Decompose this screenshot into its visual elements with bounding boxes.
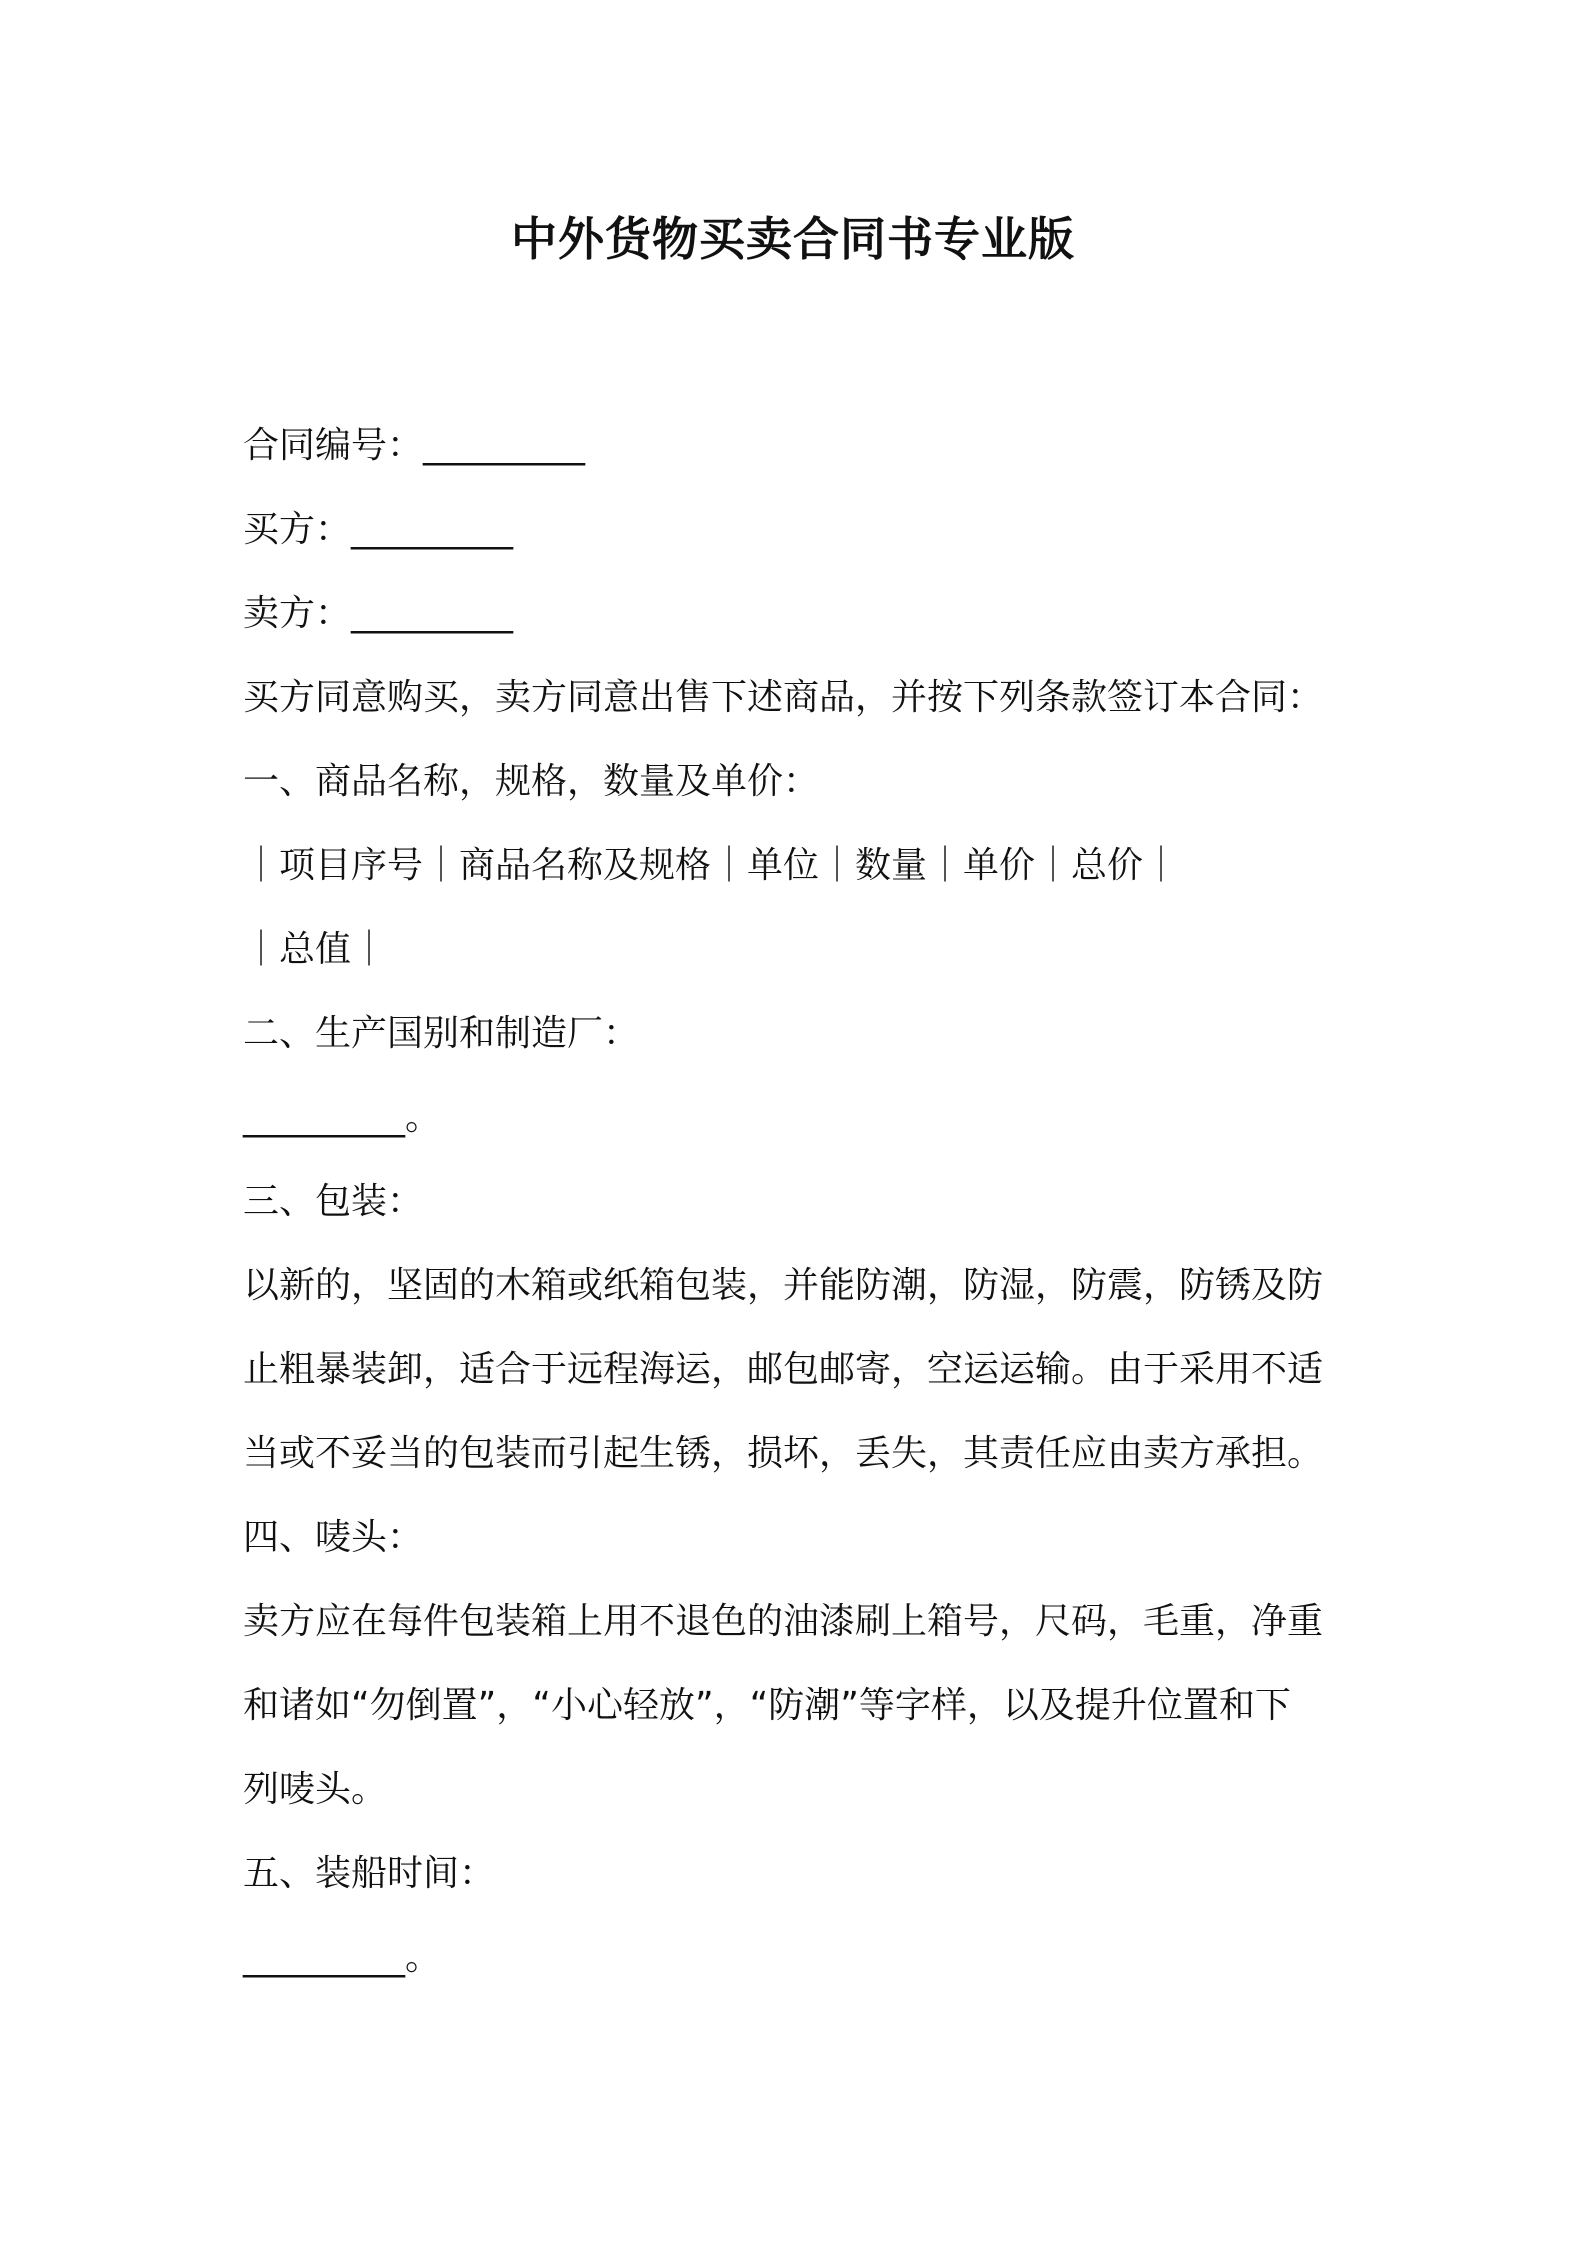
contract-number-line: 合同编号：_________	[243, 425, 586, 466]
buyer-line: 买方：_________	[243, 509, 514, 550]
section-5-heading: 五、装船时间：	[243, 1853, 496, 1894]
section-4-heading: 四、唛头：	[243, 1517, 424, 1558]
section-3-heading: 三、包装：	[243, 1181, 424, 1222]
document-title: 中外货物买卖合同书专业版	[511, 212, 1075, 266]
section-1-heading: 一、商品名称，规格，数量及单价：	[243, 761, 820, 802]
goods-table-header: ｜项目序号｜商品名称及规格｜单位｜数量｜单价｜总价｜	[243, 845, 1180, 886]
manufacturer-blank: _________。	[243, 1097, 442, 1138]
goods-table-total: ｜总值｜	[243, 929, 388, 970]
seller-line: 卖方：_________	[243, 593, 514, 634]
packing-paragraph-line-2: 止粗暴装卸，适合于远程海运，邮包邮寄，空运运输。由于采用不适	[243, 1349, 1324, 1390]
packing-paragraph-line-1: 以新的，坚固的木箱或纸箱包装，并能防潮，防湿，防震，防锈及防	[243, 1265, 1324, 1306]
marks-paragraph-line-3: 列唛头。	[243, 1769, 388, 1810]
packing-paragraph-line-3: 当或不妥当的包装而引起生锈，损坏，丢失，其责任应由卖方承担。	[243, 1433, 1324, 1474]
section-2-heading: 二、生产国别和制造厂：	[243, 1013, 640, 1054]
marks-paragraph-line-2: 和诸如“勿倒置”，“小心轻放”，“防潮”等字样，以及提升位置和下	[243, 1685, 1291, 1726]
document-body	[243, 404, 1363, 2000]
marks-paragraph-line-1: 卖方应在每件包装箱上用不退色的油漆刷上箱号，尺码，毛重，净重	[243, 1601, 1324, 1642]
agreement-intro: 买方同意购买，卖方同意出售下述商品，并按下列条款签订本合同：	[243, 677, 1324, 718]
shipment-time-blank: _________。	[243, 1937, 442, 1978]
